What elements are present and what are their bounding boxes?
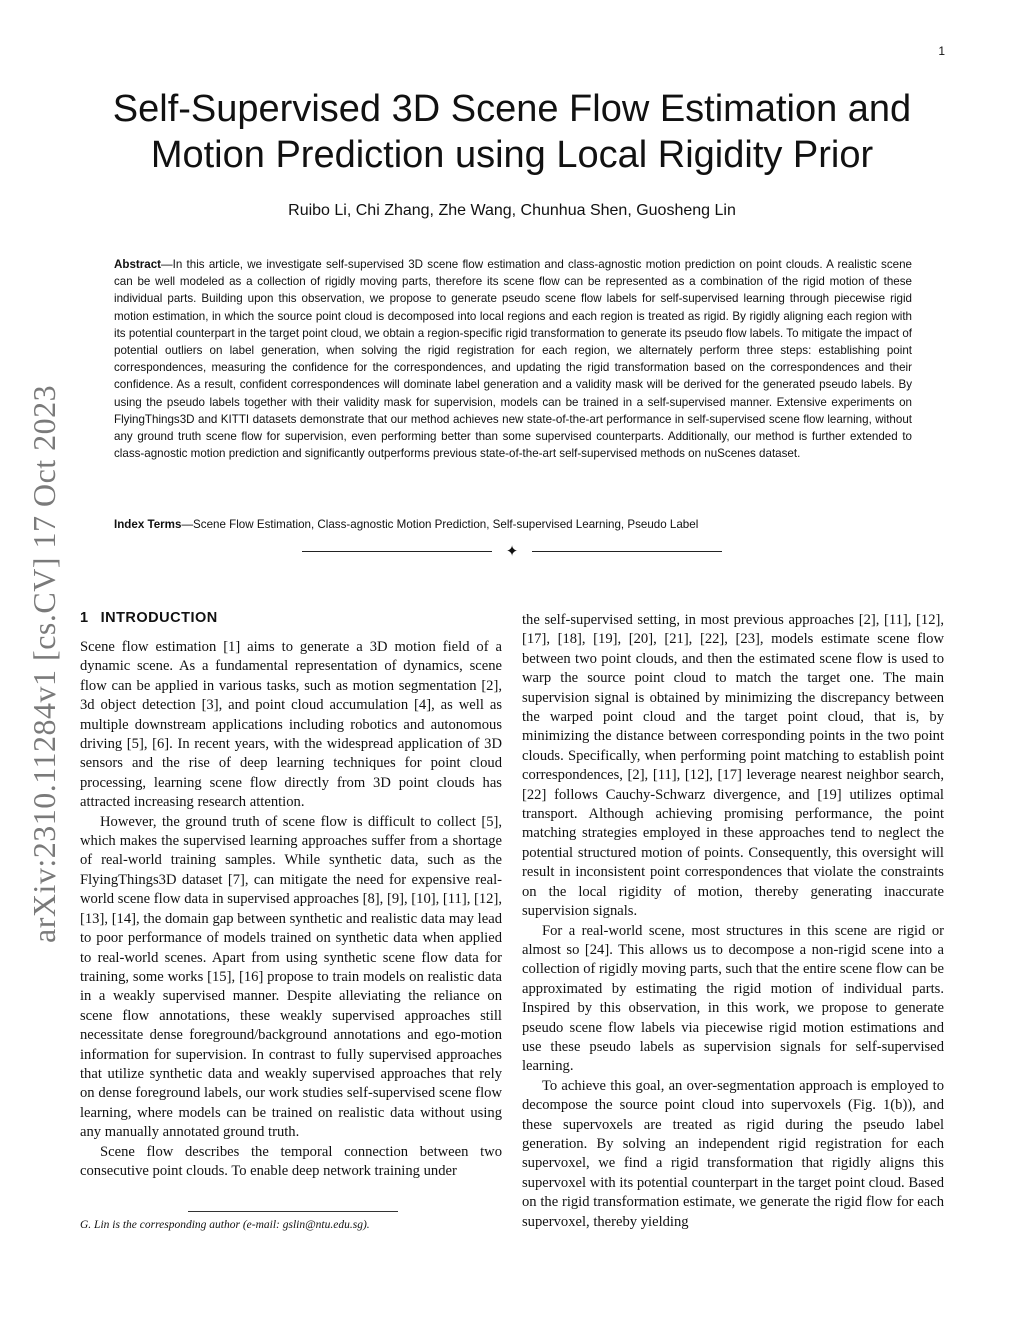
left-column <box>80 608 502 1181</box>
paragraph: For a real-world scene, most structures in this scene are rigid or almost so [24]. This allows us to decompose a non-rigid scene into a collection of rigidly moving parts, such that the entire scene flow can be approximated by estimating the rigid motion of individual parts. Inspired by this observation, in this work, we propose to generate pseudo scene flow labels via piecewise rigid motion estimations and use these pseudo labels as supervision signals for self-supervised learning. <box>522 922 944 1075</box>
paragraph: Scene flow describes the temporal connection between two consecutive point clouds. To enable deep network training under <box>80 1143 502 1179</box>
divider-line-right <box>532 551 722 552</box>
section-title: INTRODUCTION <box>100 610 218 626</box>
paragraph: To achieve this goal, an over-segmentation approach is employed to decompose the source point cloud into supervoxels (Fig. 1(b)), and these supervoxels are treated as rigid during the pseudo label generation. By solving an independent rigid registration for each supervoxel, we find a rigid transformation that rigidly aligns this supervoxel with its potential counterpart in the target point cloud. Based on the rigid transformation estimate, we generate the rigid flow for each supervoxel, thereby yielding <box>522 1077 944 1230</box>
section-heading <box>80 608 502 628</box>
title-line-2: Motion Prediction using Local Rigidity Prior <box>150 134 874 176</box>
divider-star-icon: ✦ <box>505 542 519 560</box>
abstract-label: Abstract <box>114 258 162 271</box>
section-number: 1 <box>80 610 89 626</box>
paper-title <box>60 86 964 178</box>
index-terms <box>114 516 912 533</box>
divider-line-left <box>302 551 492 552</box>
index-terms-label: Index Terms <box>114 518 182 531</box>
index-terms-text: —Scene Flow Estimation, Class-agnostic Motion Prediction, Self-supervised Learning, Pseudo Label <box>181 518 699 531</box>
paragraph: However, the ground truth of scene flow is difficult to collect [5], which makes the supervised learning approaches suffer from a shortage of real-world training samples. While synthetic data, such as the FlyingThings3D dataset [7], can mitigate the need for expensive real-world scene flow data in supervised approaches [8], [9], [10], [11], [12], [13], [14], the domain gap between synthetic and realistic data may lead to poor performance of models trained on synthetic data when applied to real-world scenes. Apart from using synthetic scene flow data for training, some works [15], [16] propose to train models on realistic data in a weakly supervised manner. Despite alleviating the reliance on scene flow annotations, these weakly supervised approaches still necessitate dense foreground/background annotations and ego-motion information for supervision. In contrast to fully supervised approaches that utilize synthetic data and weakly supervised approaches that rely on dense foreground labels, our work studies self-supervised scene flow learning, where models can be trained on realistic data without using any manually annotated ground truth. <box>80 813 502 1141</box>
author-list: Ruibo Li, Chi Zhang, Zhe Wang, Chunhua Shen, Guosheng Lin <box>288 202 736 219</box>
paragraph: the self-supervised setting, in most previous approaches [2], [11], [12], [17], [18], [19], [20], [21], [22], [23], models estimate scene flow between two point clouds, and then the estimated scene flow is used to warp the source point cloud to match the target one. The main supervision signal is obtained by minimizing the discrepancy between the warped point cloud and the target point cloud, that is, by minimizing the distance between corresponding points in the two point clouds. Specifically, when performing point matching to establish point correspondences, [2], [11], [12], [17] leverage nearest neighbor search, [22] follows Cauchy-Schwarz divergence, and [19] utilizes optimal transport. Although achieving promising performance, the point matching strategies employed in these approaches tend to neglect the potential structured motion of points. Consequently, this oversight will result in inconsistent point correspondences that violate the constraints on the local rigidity of motion, thereby generating inaccurate supervision signals. <box>522 612 944 920</box>
abstract-text: —In this article, we investigate self-supervised 3D scene flow estimation and class-agnostic motion prediction on point clouds. A realistic scene can be well modeled as a collection of rigidly moving parts, therefore its scene flow can be represented as a combination of the rigid motion of these individual parts. Building upon this observation, we propose to generate pseudo scene flow labels for self-supervised learning through piecewise rigid motion estimation, in which the source point cloud is decomposed into local regions and each region is treated as rigid. By rigidly aligning each region with its potential counterpart in the target point cloud, we obtain a region-specific rigid transformation to generate its pseudo flow labels. To mitigate the impact of potential outliers on label generation, when solving the rigid registration for each region, we alternately perform three steps: establishing point correspondences, measuring the confidence for the correspondences, and updating the rigid transformation based on the correspondences and their confidence. As a result, confident correspondences will dominate label generation and a validity mask will be derived for the generated pseudo labels. By using the pseudo labels together with their validity mask for supervision, models can be trained in a self-supervised manner. Extensive experiments on FlyingThings3D and KITTI datasets demonstrate that our method achieves new state-of-the-art performance in self-supervised scene flow learning, without any ground truth scene flow for supervision, even performing better than some supervised counterparts. Additionally, our method is further extended to class-agnostic motion prediction and significantly outperforms previous state-of-the-art self-supervised methods on nuScenes dataset. <box>114 258 912 461</box>
title-line-1: Self-Supervised 3D Scene Flow Estimation and <box>112 88 912 130</box>
paragraph: Scene flow estimation [1] aims to generate a 3D motion field of a dynamic scene. As a fundamental representation of dynamics, scene flow can be applied in various tasks, such as motion segmentation [2], 3d object detection [3], and point cloud accumulation [4], as well as multiple downstream applications including robotics and autonomous driving [5], [6]. In recent years, with the widespread application of 3D sensors and the rise of deep learning techniques for point cloud processing, learning scene flow directly from 3D point clouds has attracted increasing research attention. <box>80 639 502 811</box>
abstract <box>114 256 912 462</box>
footnote: G. Lin is the corresponding author (e-mail: gslin@ntu.edu.sg). <box>80 1219 370 1231</box>
page-number: 1 <box>938 44 945 58</box>
footnote-rule <box>188 1211 398 1212</box>
section-divider <box>302 542 722 560</box>
right-column <box>522 611 944 1232</box>
arxiv-identifier: arXiv:2310.11284v1 [cs.CV] 17 Oct 2023 <box>26 384 62 943</box>
